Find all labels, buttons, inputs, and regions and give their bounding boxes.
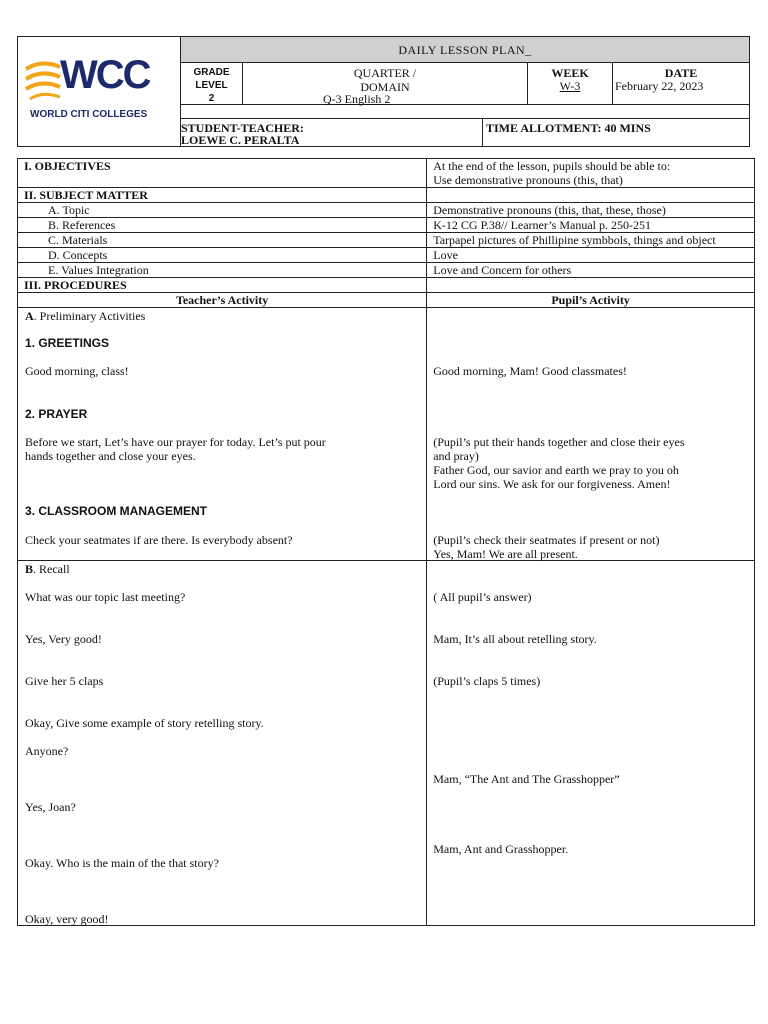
recall-pupil-5: Mam, Ant and Grasshopper. — [433, 842, 569, 856]
quarter-label: QUARTER / — [353, 66, 417, 80]
grade-label: GRADE LEVEL — [193, 67, 230, 91]
recall-row — [18, 561, 755, 926]
row-label: A. Topic — [18, 203, 427, 218]
objectives-text — [427, 159, 755, 188]
recall-pupil-4: Mam, “The Ant and The Grasshopper” — [433, 772, 620, 786]
greetings-pupil: Good morning, Mam! Good classmates! — [433, 364, 627, 378]
topic-row — [18, 203, 755, 218]
objectives-line-1: At the end of the lesson, pupils should be able to: — [433, 159, 671, 173]
recall-teacher-4: Okay, Give some example of story retelling story. — [25, 716, 264, 730]
preliminary-teacher — [18, 308, 427, 561]
grade-level — [181, 66, 242, 105]
recall-teacher-1: What was our topic last meeting? — [25, 590, 186, 604]
date-value: February 22, 2023 — [615, 79, 704, 93]
pupil-activity-header: Pupil’s Activity — [427, 293, 755, 308]
management-heading: 3. CLASSROOM MANAGEMENT — [25, 504, 208, 518]
recall-label: B. Recall — [25, 562, 70, 576]
row-value: Tarpapel pictures of Phillipine symbbols, things and object — [427, 233, 755, 248]
activity-header-row — [18, 293, 755, 308]
header-grid — [180, 36, 750, 147]
row-value: Demonstrative pronouns (this, that, these, those) — [427, 203, 755, 218]
recall-teacher-6: Yes, Joan? — [25, 800, 76, 814]
management-pupil: (Pupil’s check their seatmates if present or not) Yes, Mam! We are all present. — [433, 533, 660, 561]
procedures-label: III. PROCEDURES — [18, 278, 427, 293]
recall-pupil-3: (Pupil’s claps 5 times) — [433, 674, 541, 688]
lesson-plan-header — [17, 36, 749, 146]
row-label: E. Values Integration — [18, 263, 427, 278]
row-value: Love and Concern for others — [427, 263, 755, 278]
domain-label: DOMAIN — [360, 80, 410, 94]
time-allotment: TIME ALLOTMENT: 40 MINS — [486, 121, 651, 135]
quarter-value: Q-3 English 2 — [323, 92, 391, 106]
date-label: DATE — [664, 66, 698, 80]
quarter-domain — [243, 66, 527, 94]
greetings-teacher: Good morning, class! — [25, 364, 129, 378]
objectives-line-2: Use demonstrative pronouns (this, that) — [433, 173, 623, 187]
procedures-empty — [427, 278, 755, 293]
greetings-heading: 1. GREETINGS — [25, 336, 110, 350]
concepts-row — [18, 248, 755, 263]
row-label: B. References — [18, 218, 427, 233]
references-row — [18, 218, 755, 233]
recall-pupil-2: Mam, It’s all about retelling story. — [433, 632, 597, 646]
row-value: K-12 CG P.38// Learner’s Manual p. 250-251 — [427, 218, 755, 233]
page-title: DAILY LESSON PLAN_ — [398, 43, 532, 57]
recall-teacher-3: Give her 5 claps — [25, 674, 104, 688]
preliminary-pupil — [427, 308, 755, 561]
lesson-plan-table — [17, 158, 755, 926]
teacher-label: STUDENT-TEACHER: — [181, 121, 304, 135]
recall-pupil — [427, 561, 755, 926]
teacher-name: LOEWE C. PERALTA — [181, 133, 300, 147]
recall-teacher-2: Yes, Very good! — [25, 632, 102, 646]
grade-value: 2 — [208, 93, 215, 104]
row-value: Love — [427, 248, 755, 263]
recall-teacher — [18, 561, 427, 926]
recall-pupil-1: ( All pupil’s answer) — [433, 590, 532, 604]
prayer-heading: 2. PRAYER — [25, 407, 88, 421]
objectives-row — [18, 159, 755, 188]
management-teacher: Check your seatmates if are there. Is everybody absent? — [25, 533, 293, 547]
preliminary-label: A. Preliminary Activities — [25, 309, 146, 323]
recall-teacher-8: Okay, very good! — [25, 912, 109, 926]
prayer-teacher: Before we start, Let’s have our prayer for today. Let’s put pour hands together and close your eyes. — [25, 435, 326, 463]
preliminary-row — [18, 308, 755, 561]
procedures-row — [18, 278, 755, 293]
objectives-label: I. OBJECTIVES — [18, 159, 427, 188]
subject-row — [18, 188, 755, 203]
week-label: WEEK — [551, 66, 589, 80]
values-row — [18, 263, 755, 278]
row-label: C. Materials — [18, 233, 427, 248]
teacher-activity-header: Teacher’s Activity — [18, 293, 427, 308]
logo-name: WORLD CITI COLLEGES — [30, 109, 148, 120]
subject-empty — [427, 188, 755, 203]
subject-label: II. SUBJECT MATTER — [18, 188, 427, 203]
logo-mark: WCC — [60, 53, 150, 97]
logo-cell — [17, 36, 180, 147]
week-value: W-3 — [559, 79, 581, 93]
prayer-pupil: (Pupil’s put their hands together and close their eyes and pray) Father God, our savior and earth we pray to you oh Lord our sins. We ask for our forgiveness. Amen! — [433, 435, 685, 491]
row-label: D. Concepts — [18, 248, 427, 263]
recall-teacher-7: Okay. Who is the main of the that story? — [25, 856, 219, 870]
materials-row — [18, 233, 755, 248]
recall-teacher-5: Anyone? — [25, 744, 69, 758]
